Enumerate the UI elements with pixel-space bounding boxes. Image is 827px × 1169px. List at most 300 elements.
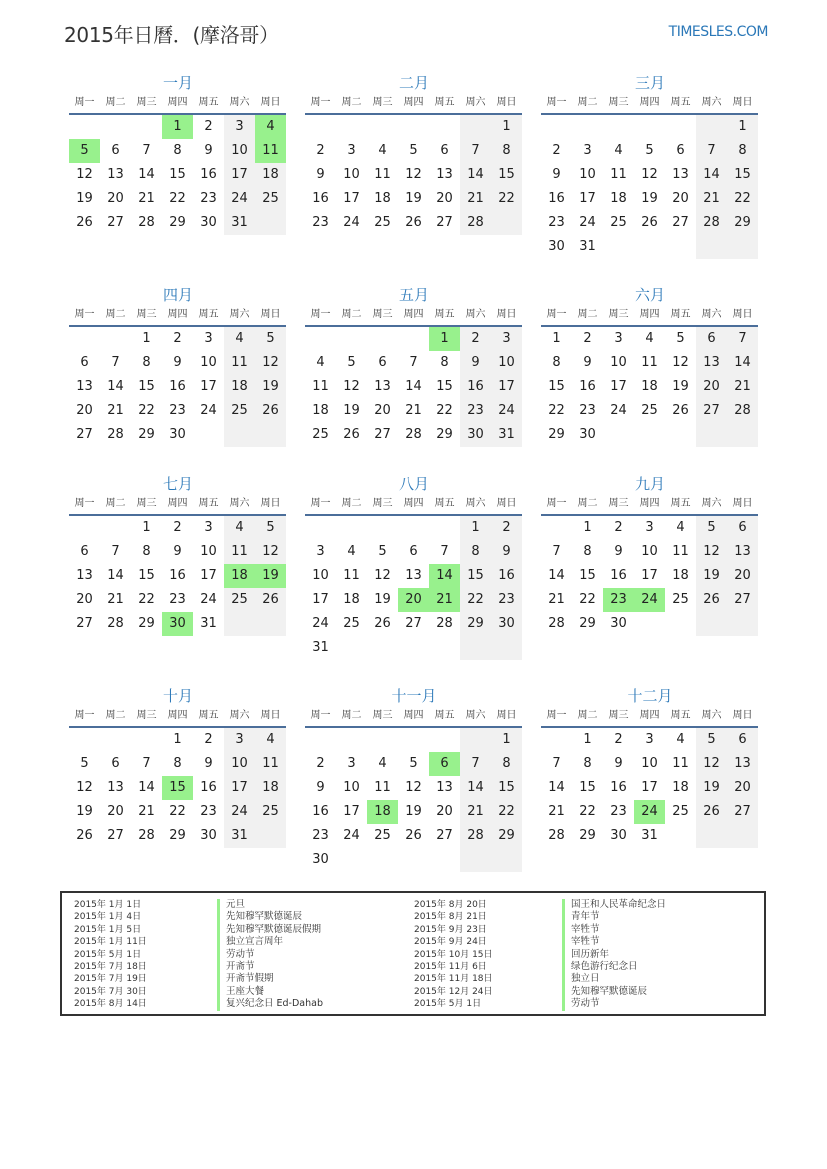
day-cell[interactable]: 17: [224, 776, 255, 800]
day-cell[interactable]: 27: [374, 427, 391, 442]
day-cell[interactable]: 3: [645, 732, 654, 747]
day-cell[interactable]: 28: [436, 616, 453, 631]
day-cell[interactable]: 8: [173, 143, 182, 158]
day-cell[interactable]: 4: [224, 516, 255, 540]
day-cell[interactable]: 4: [676, 732, 685, 747]
day-cell[interactable]: 28: [460, 211, 491, 235]
day-cell[interactable]: 11: [641, 355, 658, 370]
day-cell[interactable]: 11: [224, 540, 255, 564]
day-cell[interactable]: 2: [583, 331, 592, 346]
day-cell[interactable]: 30: [548, 239, 565, 254]
day-cell[interactable]: 31: [312, 640, 329, 655]
day-cell[interactable]: 19: [343, 403, 360, 418]
day-cell[interactable]: 13: [405, 568, 422, 583]
day-cell[interactable]: 16: [460, 375, 491, 399]
day-cell[interactable]: 6: [111, 143, 120, 158]
day-cell[interactable]: 16: [169, 379, 186, 394]
day-cell[interactable]: 29: [460, 612, 491, 636]
day-cell[interactable]: 9: [614, 756, 623, 771]
day-cell[interactable]: 25: [374, 215, 391, 230]
day-cell[interactable]: 30: [491, 612, 522, 636]
day-cell[interactable]: 13: [76, 379, 93, 394]
day-cell[interactable]: 2: [552, 143, 561, 158]
day-cell[interactable]: 27: [107, 828, 124, 843]
day-cell[interactable]: 22: [727, 187, 758, 211]
day-cell[interactable]: 26: [255, 399, 286, 423]
day-cell[interactable]: 19: [405, 191, 422, 206]
day-cell[interactable]: 12: [405, 780, 422, 795]
day-cell[interactable]: 14: [460, 776, 491, 800]
day-cell[interactable]: 8: [142, 544, 151, 559]
day-cell[interactable]: 8: [583, 756, 592, 771]
day-cell[interactable]: 19: [76, 804, 93, 819]
day-cell[interactable]: 26: [696, 800, 727, 824]
day-cell[interactable]: 11: [224, 351, 255, 375]
day-cell[interactable]: 26: [696, 588, 727, 612]
day-cell[interactable]: 19: [255, 375, 286, 399]
day-cell[interactable]: 21: [138, 191, 155, 206]
day-cell[interactable]: 9: [173, 544, 182, 559]
day-cell[interactable]: 23: [610, 804, 627, 819]
day-cell[interactable]: 29: [138, 616, 155, 631]
day-cell[interactable]: 16: [200, 167, 217, 182]
day-cell[interactable]: 2: [316, 756, 325, 771]
day-cell[interactable]: 30: [610, 616, 627, 631]
day-cell[interactable]: 18: [255, 163, 286, 187]
day-cell[interactable]: 14: [727, 351, 758, 375]
day-cell[interactable]: 22: [579, 592, 596, 607]
day-cell[interactable]: 14: [405, 379, 422, 394]
day-cell[interactable]: 17: [200, 568, 217, 583]
day-cell[interactable]: 29: [491, 824, 522, 848]
day-cell[interactable]: 9: [614, 544, 623, 559]
day-cell[interactable]: 7: [111, 355, 120, 370]
day-cell[interactable]: 27: [727, 588, 758, 612]
day-cell[interactable]: 1: [583, 732, 592, 747]
day-cell[interactable]: 9: [491, 540, 522, 564]
day-cell[interactable]: 13: [696, 351, 727, 375]
day-cell[interactable]: 26: [374, 616, 391, 631]
day-cell[interactable]: 21: [107, 592, 124, 607]
day-cell[interactable]: 12: [76, 167, 93, 182]
day-cell[interactable]: 18: [374, 191, 391, 206]
day-cell[interactable]: 3: [224, 115, 255, 139]
holiday-day-cell[interactable]: 1: [162, 115, 193, 139]
day-cell[interactable]: 17: [343, 804, 360, 819]
day-cell[interactable]: 26: [76, 828, 93, 843]
day-cell[interactable]: 10: [343, 167, 360, 182]
day-cell[interactable]: 28: [460, 824, 491, 848]
day-cell[interactable]: 13: [107, 167, 124, 182]
day-cell[interactable]: 24: [224, 187, 255, 211]
day-cell[interactable]: 12: [343, 379, 360, 394]
day-cell[interactable]: 25: [312, 427, 329, 442]
day-cell[interactable]: 11: [255, 752, 286, 776]
day-cell[interactable]: 29: [169, 828, 186, 843]
day-cell[interactable]: 28: [696, 211, 727, 235]
day-cell[interactable]: 14: [138, 167, 155, 182]
day-cell[interactable]: 9: [173, 355, 182, 370]
day-cell[interactable]: 18: [672, 780, 689, 795]
day-cell[interactable]: 24: [579, 215, 596, 230]
day-cell[interactable]: 1: [491, 115, 522, 139]
day-cell[interactable]: 22: [169, 804, 186, 819]
day-cell[interactable]: 22: [491, 187, 522, 211]
day-cell[interactable]: 6: [409, 544, 418, 559]
day-cell[interactable]: 24: [200, 592, 217, 607]
day-cell[interactable]: 6: [80, 544, 89, 559]
holiday-day-cell[interactable]: 18: [224, 564, 255, 588]
day-cell[interactable]: 15: [579, 780, 596, 795]
day-cell[interactable]: 24: [343, 828, 360, 843]
day-cell[interactable]: 5: [255, 327, 286, 351]
day-cell[interactable]: 24: [200, 403, 217, 418]
day-cell[interactable]: 3: [204, 520, 213, 535]
day-cell[interactable]: 14: [107, 379, 124, 394]
day-cell[interactable]: 10: [200, 544, 217, 559]
day-cell[interactable]: 17: [579, 191, 596, 206]
day-cell[interactable]: 6: [80, 355, 89, 370]
day-cell[interactable]: 19: [696, 776, 727, 800]
day-cell[interactable]: 6: [440, 143, 449, 158]
day-cell[interactable]: 16: [579, 379, 596, 394]
day-cell[interactable]: 29: [727, 211, 758, 235]
day-cell[interactable]: 2: [173, 520, 182, 535]
day-cell[interactable]: 14: [548, 568, 565, 583]
day-cell[interactable]: 25: [255, 800, 286, 824]
day-cell[interactable]: 22: [138, 592, 155, 607]
day-cell[interactable]: 28: [548, 828, 565, 843]
holiday-day-cell[interactable]: 4: [255, 115, 286, 139]
day-cell[interactable]: 8: [491, 139, 522, 163]
day-cell[interactable]: 15: [579, 568, 596, 583]
day-cell[interactable]: 20: [107, 804, 124, 819]
day-cell[interactable]: 19: [374, 592, 391, 607]
holiday-day-cell[interactable]: 19: [255, 564, 286, 588]
day-cell[interactable]: 2: [204, 732, 213, 747]
day-cell[interactable]: 3: [204, 331, 213, 346]
day-cell[interactable]: 12: [672, 355, 689, 370]
day-cell[interactable]: 4: [255, 728, 286, 752]
day-cell[interactable]: 9: [552, 167, 561, 182]
day-cell[interactable]: 25: [224, 588, 255, 612]
day-cell[interactable]: 7: [552, 544, 561, 559]
day-cell[interactable]: 23: [200, 804, 217, 819]
day-cell[interactable]: 15: [491, 776, 522, 800]
day-cell[interactable]: 13: [727, 540, 758, 564]
day-cell[interactable]: 25: [224, 399, 255, 423]
day-cell[interactable]: 13: [727, 752, 758, 776]
day-cell[interactable]: 21: [460, 800, 491, 824]
day-cell[interactable]: 6: [727, 516, 758, 540]
day-cell[interactable]: 24: [343, 215, 360, 230]
day-cell[interactable]: 3: [316, 544, 325, 559]
day-cell[interactable]: 15: [548, 379, 565, 394]
day-cell[interactable]: 21: [548, 592, 565, 607]
day-cell[interactable]: 15: [491, 163, 522, 187]
day-cell[interactable]: 31: [224, 824, 255, 848]
holiday-day-cell[interactable]: 18: [367, 800, 398, 824]
day-cell[interactable]: 23: [169, 592, 186, 607]
day-cell[interactable]: 23: [200, 191, 217, 206]
day-cell[interactable]: 24: [224, 800, 255, 824]
day-cell[interactable]: 3: [491, 327, 522, 351]
day-cell[interactable]: 20: [727, 564, 758, 588]
day-cell[interactable]: 15: [138, 568, 155, 583]
day-cell[interactable]: 8: [727, 139, 758, 163]
day-cell[interactable]: 16: [169, 568, 186, 583]
day-cell[interactable]: 31: [200, 616, 217, 631]
day-cell[interactable]: 22: [491, 800, 522, 824]
day-cell[interactable]: 16: [610, 568, 627, 583]
day-cell[interactable]: 12: [255, 540, 286, 564]
holiday-day-cell[interactable]: 15: [162, 776, 193, 800]
day-cell[interactable]: 10: [491, 351, 522, 375]
day-cell[interactable]: 24: [312, 616, 329, 631]
day-cell[interactable]: 18: [610, 191, 627, 206]
day-cell[interactable]: 22: [460, 588, 491, 612]
day-cell[interactable]: 17: [641, 568, 658, 583]
day-cell[interactable]: 12: [374, 568, 391, 583]
holiday-day-cell[interactable]: 14: [429, 564, 460, 588]
day-cell[interactable]: 2: [173, 331, 182, 346]
day-cell[interactable]: 28: [138, 828, 155, 843]
day-cell[interactable]: 30: [312, 852, 329, 867]
day-cell[interactable]: 1: [491, 728, 522, 752]
day-cell[interactable]: 21: [460, 187, 491, 211]
day-cell[interactable]: 17: [224, 163, 255, 187]
day-cell[interactable]: 6: [727, 728, 758, 752]
day-cell[interactable]: 20: [727, 776, 758, 800]
day-cell[interactable]: 8: [491, 752, 522, 776]
day-cell[interactable]: 5: [80, 756, 89, 771]
day-cell[interactable]: 29: [169, 215, 186, 230]
day-cell[interactable]: 23: [491, 588, 522, 612]
day-cell[interactable]: 30: [610, 828, 627, 843]
day-cell[interactable]: 21: [548, 804, 565, 819]
day-cell[interactable]: 25: [374, 828, 391, 843]
day-cell[interactable]: 7: [409, 355, 418, 370]
day-cell[interactable]: 20: [76, 403, 93, 418]
day-cell[interactable]: 24: [610, 403, 627, 418]
day-cell[interactable]: 21: [727, 375, 758, 399]
day-cell[interactable]: 2: [204, 119, 213, 134]
day-cell[interactable]: 6: [111, 756, 120, 771]
day-cell[interactable]: 22: [548, 403, 565, 418]
day-cell[interactable]: 23: [312, 215, 329, 230]
day-cell[interactable]: 27: [76, 427, 93, 442]
day-cell[interactable]: 20: [107, 191, 124, 206]
day-cell[interactable]: 3: [614, 331, 623, 346]
day-cell[interactable]: 5: [409, 756, 418, 771]
day-cell[interactable]: 7: [440, 544, 449, 559]
day-cell[interactable]: 8: [460, 540, 491, 564]
day-cell[interactable]: 9: [316, 167, 325, 182]
day-cell[interactable]: 20: [76, 592, 93, 607]
day-cell[interactable]: 26: [405, 828, 422, 843]
day-cell[interactable]: 4: [347, 544, 356, 559]
day-cell[interactable]: 29: [579, 828, 596, 843]
day-cell[interactable]: 12: [405, 167, 422, 182]
day-cell[interactable]: 30: [200, 828, 217, 843]
day-cell[interactable]: 8: [552, 355, 561, 370]
day-cell[interactable]: 11: [672, 544, 689, 559]
day-cell[interactable]: 4: [378, 143, 387, 158]
day-cell[interactable]: 2: [614, 520, 623, 535]
day-cell[interactable]: 9: [460, 351, 491, 375]
day-cell[interactable]: 25: [343, 616, 360, 631]
day-cell[interactable]: 15: [138, 379, 155, 394]
day-cell[interactable]: 22: [436, 403, 453, 418]
day-cell[interactable]: 15: [436, 379, 453, 394]
day-cell[interactable]: 10: [579, 167, 596, 182]
day-cell[interactable]: 14: [460, 163, 491, 187]
day-cell[interactable]: 7: [727, 327, 758, 351]
holiday-day-cell[interactable]: 23: [603, 588, 634, 612]
day-cell[interactable]: 28: [548, 616, 565, 631]
day-cell[interactable]: 7: [552, 756, 561, 771]
day-cell[interactable]: 4: [614, 143, 623, 158]
day-cell[interactable]: 10: [312, 568, 329, 583]
day-cell[interactable]: 6: [378, 355, 387, 370]
day-cell[interactable]: 2: [491, 516, 522, 540]
day-cell[interactable]: 4: [224, 327, 255, 351]
day-cell[interactable]: 11: [610, 167, 627, 182]
holiday-day-cell[interactable]: 11: [255, 139, 286, 163]
day-cell[interactable]: 3: [645, 520, 654, 535]
day-cell[interactable]: 29: [436, 427, 453, 442]
holiday-day-cell[interactable]: 6: [429, 752, 460, 776]
day-cell[interactable]: 5: [347, 355, 356, 370]
day-cell[interactable]: 30: [579, 427, 596, 442]
day-cell[interactable]: 17: [312, 592, 329, 607]
day-cell[interactable]: 3: [347, 756, 356, 771]
day-cell[interactable]: 1: [460, 516, 491, 540]
day-cell[interactable]: 3: [224, 728, 255, 752]
day-cell[interactable]: 21: [696, 187, 727, 211]
day-cell[interactable]: 10: [224, 752, 255, 776]
day-cell[interactable]: 15: [169, 167, 186, 182]
day-cell[interactable]: 24: [491, 399, 522, 423]
day-cell[interactable]: 27: [107, 215, 124, 230]
day-cell[interactable]: 7: [142, 143, 151, 158]
day-cell[interactable]: 11: [312, 379, 329, 394]
day-cell[interactable]: 8: [440, 355, 449, 370]
day-cell[interactable]: 25: [610, 215, 627, 230]
day-cell[interactable]: 12: [255, 351, 286, 375]
day-cell[interactable]: 17: [641, 780, 658, 795]
day-cell[interactable]: 8: [173, 756, 182, 771]
day-cell[interactable]: 25: [255, 187, 286, 211]
day-cell[interactable]: 2: [316, 143, 325, 158]
day-cell[interactable]: 13: [672, 167, 689, 182]
day-cell[interactable]: 21: [107, 403, 124, 418]
day-cell[interactable]: 18: [224, 375, 255, 399]
day-cell[interactable]: 12: [696, 752, 727, 776]
day-cell[interactable]: 12: [76, 780, 93, 795]
day-cell[interactable]: 26: [405, 215, 422, 230]
day-cell[interactable]: 10: [224, 139, 255, 163]
day-cell[interactable]: 4: [378, 756, 387, 771]
day-cell[interactable]: 27: [405, 616, 422, 631]
day-cell[interactable]: 5: [255, 516, 286, 540]
day-cell[interactable]: 31: [641, 828, 658, 843]
day-cell[interactable]: 27: [436, 828, 453, 843]
day-cell[interactable]: 11: [374, 167, 391, 182]
day-cell[interactable]: 29: [579, 616, 596, 631]
day-cell[interactable]: 23: [548, 215, 565, 230]
day-cell[interactable]: 15: [460, 564, 491, 588]
day-cell[interactable]: 20: [696, 375, 727, 399]
day-cell[interactable]: 27: [727, 800, 758, 824]
day-cell[interactable]: 29: [138, 427, 155, 442]
day-cell[interactable]: 19: [76, 191, 93, 206]
day-cell[interactable]: 14: [138, 780, 155, 795]
day-cell[interactable]: 27: [672, 215, 689, 230]
day-cell[interactable]: 16: [610, 780, 627, 795]
day-cell[interactable]: 19: [672, 379, 689, 394]
day-cell[interactable]: 18: [641, 379, 658, 394]
day-cell[interactable]: 17: [343, 191, 360, 206]
day-cell[interactable]: 26: [672, 403, 689, 418]
holiday-day-cell[interactable]: 30: [162, 612, 193, 636]
day-cell[interactable]: 28: [405, 427, 422, 442]
day-cell[interactable]: 19: [405, 804, 422, 819]
day-cell[interactable]: 3: [583, 143, 592, 158]
day-cell[interactable]: 5: [676, 331, 685, 346]
day-cell[interactable]: 20: [672, 191, 689, 206]
day-cell[interactable]: 10: [200, 355, 217, 370]
day-cell[interactable]: 22: [138, 403, 155, 418]
day-cell[interactable]: 30: [200, 215, 217, 230]
day-cell[interactable]: 1: [727, 115, 758, 139]
day-cell[interactable]: 13: [374, 379, 391, 394]
day-cell[interactable]: 13: [107, 780, 124, 795]
day-cell[interactable]: 28: [107, 427, 124, 442]
day-cell[interactable]: 9: [204, 143, 213, 158]
day-cell[interactable]: 1: [142, 331, 151, 346]
day-cell[interactable]: 12: [641, 167, 658, 182]
day-cell[interactable]: 11: [374, 780, 391, 795]
holiday-day-cell[interactable]: 20: [398, 588, 429, 612]
day-cell[interactable]: 31: [579, 239, 596, 254]
day-cell[interactable]: 16: [200, 780, 217, 795]
day-cell[interactable]: 20: [374, 403, 391, 418]
day-cell[interactable]: 5: [696, 516, 727, 540]
holiday-day-cell[interactable]: 24: [634, 588, 665, 612]
day-cell[interactable]: 19: [696, 564, 727, 588]
day-cell[interactable]: 7: [142, 756, 151, 771]
day-cell[interactable]: 7: [696, 139, 727, 163]
day-cell[interactable]: 16: [491, 564, 522, 588]
day-cell[interactable]: 28: [138, 215, 155, 230]
day-cell[interactable]: 25: [672, 592, 689, 607]
day-cell[interactable]: 23: [169, 403, 186, 418]
day-cell[interactable]: 8: [583, 544, 592, 559]
day-cell[interactable]: 22: [169, 191, 186, 206]
day-cell[interactable]: 17: [491, 375, 522, 399]
day-cell[interactable]: 31: [491, 423, 522, 447]
day-cell[interactable]: 21: [405, 403, 422, 418]
day-cell[interactable]: 27: [696, 399, 727, 423]
day-cell[interactable]: 9: [316, 780, 325, 795]
day-cell[interactable]: 15: [727, 163, 758, 187]
day-cell[interactable]: 4: [316, 355, 325, 370]
day-cell[interactable]: 20: [436, 804, 453, 819]
day-cell[interactable]: 14: [548, 780, 565, 795]
day-cell[interactable]: 18: [343, 592, 360, 607]
day-cell[interactable]: 28: [107, 616, 124, 631]
